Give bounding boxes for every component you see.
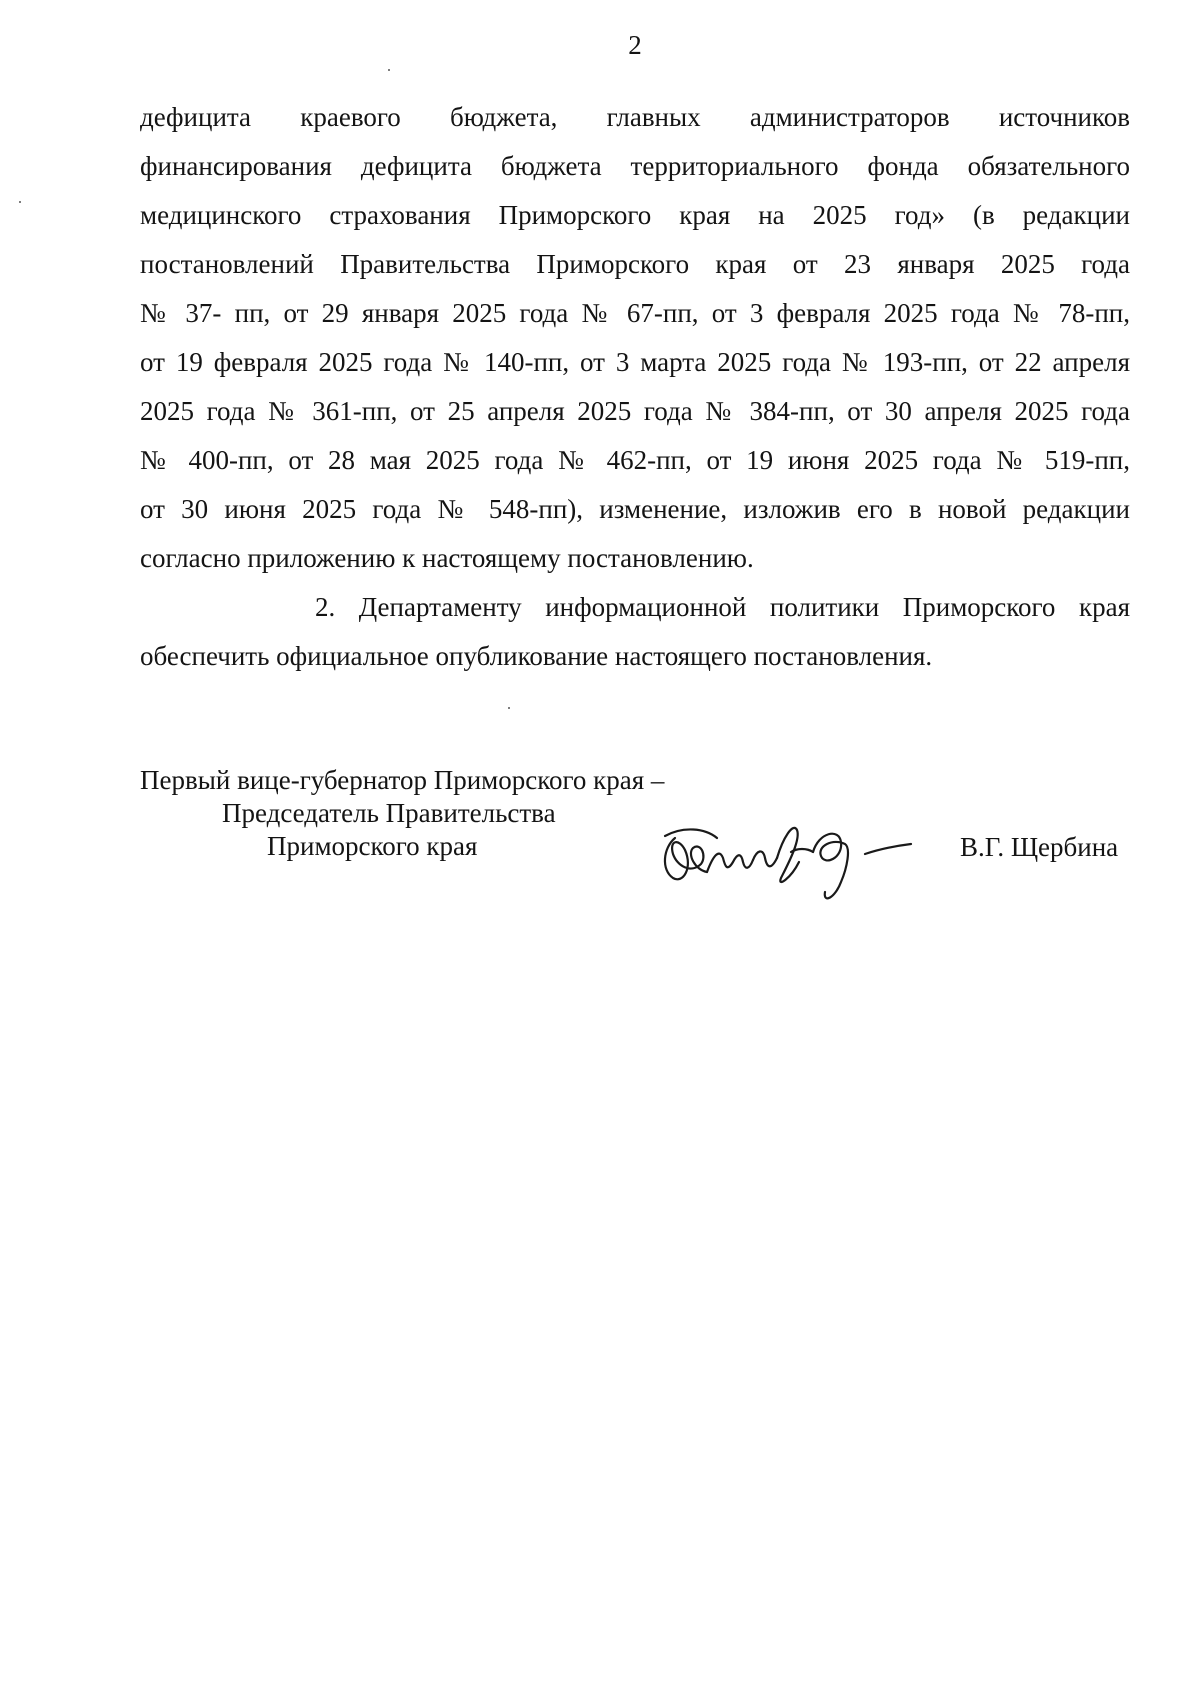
text-line: дефицита краевого бюджета, главных администраторов источников (140, 102, 1130, 132)
paragraph-1 (140, 93, 1130, 583)
text-line: обеспечить официальное опубликование настоящего постановления. (140, 641, 933, 671)
signatory-name: В.Г. Щербина (960, 832, 1119, 862)
handwritten-signature (655, 808, 925, 913)
text-line: постановлений Правительства Приморского края от 23 января 2025 года (140, 249, 1130, 279)
signatory-title-line-2: Председатель Правительства (222, 798, 556, 828)
text-line: 2. Департаменту информационной политики Приморского края (315, 592, 1130, 622)
text-line: 2025 года № 361-пп, от 25 апреля 2025 года № 384-пп, от 30 апреля 2025 года (140, 396, 1130, 426)
scan-speck (388, 69, 390, 71)
scan-speck (19, 201, 21, 203)
text-line: согласно приложению к настоящему постановлению. (140, 543, 754, 573)
text-line: № 400-пп, от 28 мая 2025 года № 462-пп, от 19 июня 2025 года № 519-пп, (140, 445, 1130, 475)
text-line: от 30 июня 2025 года № 548-пп), изменение, изложив его в новой редакции (140, 494, 1130, 524)
signatory-title-line-3: Приморского края (267, 831, 478, 861)
scan-speck (508, 707, 510, 709)
signatory-title-line-1: Первый вице-губернатор Приморского края – (140, 765, 665, 795)
paragraph-2 (140, 583, 1130, 681)
page-number: 2 (628, 30, 642, 60)
text-line: № 37- пп, от 29 января 2025 года № 67-пп, от 3 февраля 2025 года № 78-пп, (140, 298, 1130, 328)
text-line: медицинского страхования Приморского края на 2025 год» (в редакции (140, 200, 1130, 230)
text-line: финансирования дефицита бюджета территориального фонда обязательного (140, 151, 1130, 181)
text-line: от 19 февраля 2025 года № 140-пп, от 3 марта 2025 года № 193-пп, от 22 апреля (140, 347, 1130, 377)
